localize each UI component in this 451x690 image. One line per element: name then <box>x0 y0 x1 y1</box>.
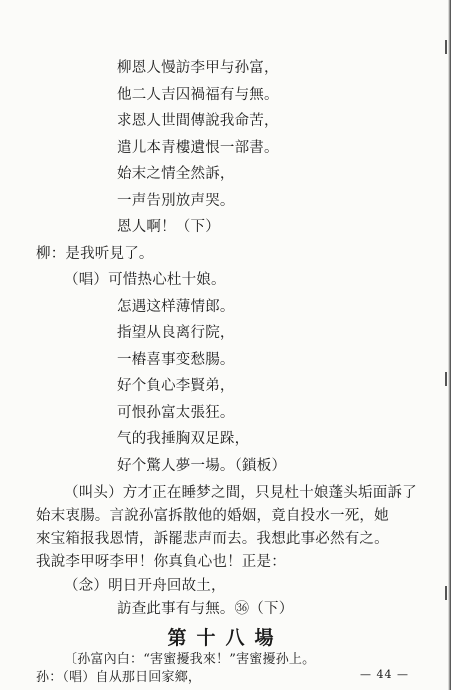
verse-line: 恩人啊！（下） <box>117 219 220 235</box>
verse-line: 好个驚人夢一場。（鎖板） <box>117 457 287 474</box>
prose-line: 始末衷腸。言說孙富拆散他的婚姻，竟自投水一死，她 <box>36 508 389 524</box>
verse-line: 一声告別放声哭。 <box>117 192 235 209</box>
prose-line: （叫头）方才正在睡梦之間，只見杜十娘蓬头垢面訴了 <box>64 485 417 501</box>
recited-line: （念）明日开舟回故土， <box>64 578 226 594</box>
verse-line: 始末之情全然訴， <box>117 166 235 182</box>
edge-mark <box>445 372 447 386</box>
stage-direction: 〔孙富內白：“害蜜擾我來！”害蜜擾孙上。 <box>64 652 316 667</box>
edge-mark <box>445 40 447 54</box>
verse-line: 他二人吉囚禍福有与無。 <box>117 86 279 103</box>
verse-line: 可恨孙富太張狂。 <box>117 404 235 421</box>
verse-line: 好个負心李賢弟， <box>117 378 235 394</box>
dialogue-line: 柳：是我听見了。 <box>36 245 154 262</box>
verse-line: 一樁喜事变愁腸。 <box>117 351 235 368</box>
sung-cue-line: （唱）可惜热心杜十娘。 <box>64 272 226 288</box>
verse-line: 指望从良离行院， <box>117 325 235 341</box>
verse-line: 怎遇这样薄情郎。 <box>117 298 235 315</box>
dialogue-line: 孙：（唱）自从那日回家鄉， <box>36 670 202 685</box>
verse-line: 气的我捶胸双足跺， <box>117 431 250 447</box>
verse-line: 柳恩人慢訪李甲与孙富， <box>117 60 279 76</box>
verse-line: 遣儿本青樓遺恨一部書。 <box>117 139 279 156</box>
recited-line: 訪查此事有与無。㊱（下） <box>117 601 294 617</box>
scene-title: 第十八場 <box>167 627 284 649</box>
verse-line: 求恩人世間傳說我命苦， <box>117 113 279 129</box>
prose-line: 我說李甲呀李甲！你真負心也！正是： <box>36 554 286 570</box>
edge-mark <box>445 586 447 600</box>
prose-line: 來宝箱报我恩情，訴罷悲声而去。我想此事必然有之。 <box>36 531 389 547</box>
page-number: — 44 — <box>360 668 409 681</box>
